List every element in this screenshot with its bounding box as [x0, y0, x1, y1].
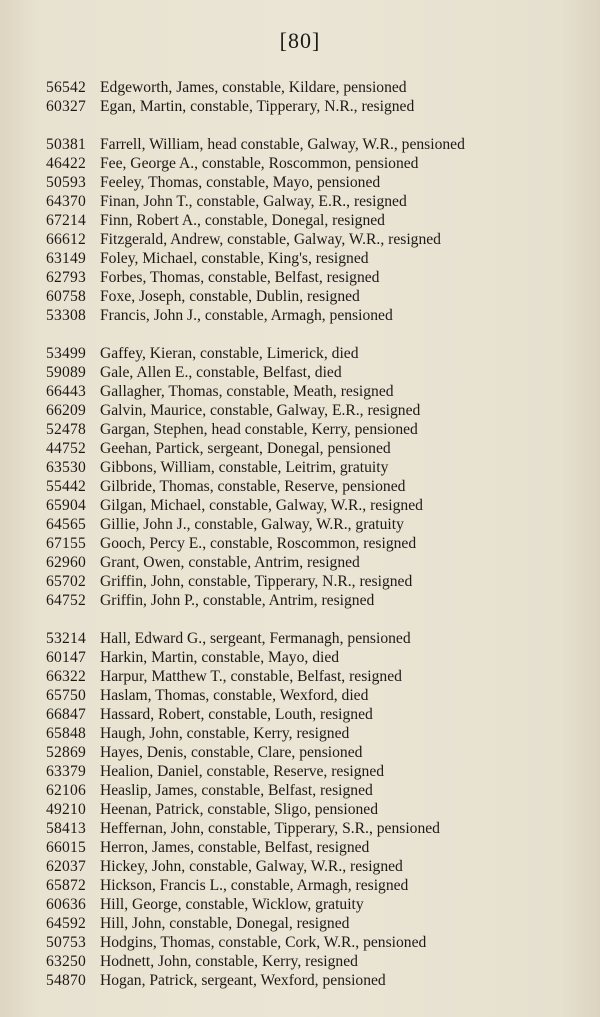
entry-text: Gale, Allen E., constable, Belfast, died	[100, 364, 342, 381]
entry-number: 66443	[46, 383, 86, 400]
entry-text: Farrell, William, head constable, Galway, W.R., pensioned	[100, 136, 465, 153]
entry-text: Edgeworth, James, constable, Kildare, pensioned	[100, 79, 407, 96]
entry-number: 64592	[46, 915, 86, 932]
entry-number: 67155	[46, 535, 86, 552]
entry-number: 52869	[46, 744, 86, 761]
entry-number: 65904	[46, 497, 86, 514]
entry-text: Heffernan, John, constable, Tipperary, S.R., pensioned	[100, 820, 440, 837]
entry-number: 53499	[46, 345, 86, 362]
entry-group	[46, 135, 600, 325]
entry-text: Gallagher, Thomas, constable, Meath, resigned	[100, 383, 394, 400]
entry-number: 66015	[46, 839, 86, 856]
entry-text: Fitzgerald, Andrew, constable, Galway, W.R., resigned	[100, 231, 441, 248]
entry-number: 55442	[46, 478, 86, 495]
entry-row	[46, 686, 600, 705]
entry-row	[46, 363, 600, 382]
entry-number: 62793	[46, 269, 86, 286]
entry-text: Harkin, Martin, constable, Mayo, died	[100, 649, 340, 666]
entry-row	[46, 287, 600, 306]
entry-text: Finan, John T., constable, Galway, E.R., resigned	[100, 193, 407, 210]
entry-row	[46, 249, 600, 268]
entry-number: 65848	[46, 725, 86, 742]
entry-text: Griffin, John, constable, Tipperary, N.R., resigned	[100, 573, 413, 590]
entry-row	[46, 857, 600, 876]
entry-text: Hill, John, constable, Donegal, resigned	[100, 915, 350, 932]
entry-row	[46, 648, 600, 667]
entry-number: 60636	[46, 896, 86, 913]
entry-row	[46, 914, 600, 933]
entry-row	[46, 933, 600, 952]
entry-number: 50381	[46, 136, 86, 153]
entry-text: Finn, Robert A., constable, Donegal, resigned	[100, 212, 385, 229]
entry-number: 60758	[46, 288, 86, 305]
entry-row	[46, 800, 600, 819]
entry-text: Herron, James, constable, Belfast, resigned	[100, 839, 370, 856]
entry-row	[46, 306, 600, 325]
entry-row	[46, 344, 600, 363]
entry-number: 59089	[46, 364, 86, 381]
entry-row	[46, 515, 600, 534]
entry-row	[46, 401, 600, 420]
entry-text: Hickey, John, constable, Galway, W.R., resigned	[100, 858, 403, 875]
entry-number: 65872	[46, 877, 86, 894]
entry-row	[46, 876, 600, 895]
entry-text: Haugh, John, constable, Kerry, resigned	[100, 725, 350, 742]
entry-number: 63149	[46, 250, 86, 267]
entry-text: Foley, Michael, constable, King's, resigned	[100, 250, 369, 267]
entry-text: Gibbons, William, constable, Leitrim, gratuity	[100, 459, 389, 476]
entry-text: Hill, George, constable, Wicklow, gratuity	[100, 896, 364, 913]
entry-number: 66322	[46, 668, 86, 685]
entry-text: Hickson, Francis L., constable, Armagh, resigned	[100, 877, 409, 894]
entry-row	[46, 78, 600, 97]
entry-row	[46, 781, 600, 800]
entry-text: Gaffey, Kieran, constable, Limerick, died	[100, 345, 359, 362]
entry-number: 53308	[46, 307, 86, 324]
entry-row	[46, 629, 600, 648]
entry-number: 54870	[46, 972, 86, 989]
entry-text: Hodnett, John, constable, Kerry, resigned	[100, 953, 358, 970]
entry-number: 64370	[46, 193, 86, 210]
entry-number: 62037	[46, 858, 86, 875]
entry-row	[46, 553, 600, 572]
entry-row	[46, 439, 600, 458]
entry-text: Gilgan, Michael, constable, Galway, W.R., resigned	[100, 497, 423, 514]
entry-number: 46422	[46, 155, 86, 172]
entry-row	[46, 173, 600, 192]
entry-row	[46, 268, 600, 287]
entry-number: 63379	[46, 763, 86, 780]
entry-number: 58413	[46, 820, 86, 837]
entry-number: 65750	[46, 687, 86, 704]
entry-row	[46, 838, 600, 857]
entry-text: Forbes, Thomas, constable, Belfast, resigned	[100, 269, 380, 286]
entry-row	[46, 724, 600, 743]
entry-text: Heenan, Patrick, constable, Sligo, pensioned	[100, 801, 379, 818]
entry-text: Hall, Edward G., sergeant, Fermanagh, pensioned	[100, 630, 411, 647]
entry-text: Heaslip, James, constable, Belfast, resigned	[100, 782, 373, 799]
entry-text: Hodgins, Thomas, constable, Cork, W.R., pensioned	[100, 934, 427, 951]
entry-number: 64752	[46, 592, 86, 609]
entry-text: Gooch, Percy E., constable, Roscommon, resigned	[100, 535, 417, 552]
entry-row	[46, 154, 600, 173]
entry-text: Francis, John J., constable, Armagh, pensioned	[100, 307, 393, 324]
page-number: [80]	[279, 28, 321, 53]
entry-list	[46, 78, 600, 1009]
entry-row	[46, 534, 600, 553]
entry-group	[46, 344, 600, 610]
entry-row	[46, 743, 600, 762]
entry-number: 66612	[46, 231, 86, 248]
entry-number: 66209	[46, 402, 86, 419]
entry-text: Gilbride, Thomas, constable, Reserve, pensioned	[100, 478, 406, 495]
entry-group	[46, 629, 600, 990]
entry-group	[46, 78, 600, 116]
entry-number: 63530	[46, 459, 86, 476]
entry-row	[46, 705, 600, 724]
entry-row	[46, 382, 600, 401]
entry-number: 60327	[46, 98, 86, 115]
entry-row	[46, 477, 600, 496]
entry-row	[46, 762, 600, 781]
entry-text: Grant, Owen, constable, Antrim, resigned	[100, 554, 360, 571]
entry-text: Haslam, Thomas, constable, Wexford, died	[100, 687, 369, 704]
entry-row	[46, 97, 600, 116]
entry-number: 60147	[46, 649, 86, 666]
entry-text: Harpur, Matthew T., constable, Belfast, resigned	[100, 668, 402, 685]
entry-row	[46, 667, 600, 686]
entry-text: Egan, Martin, constable, Tipperary, N.R., resigned	[100, 98, 415, 115]
entry-text: Hassard, Robert, constable, Louth, resigned	[100, 706, 373, 723]
entry-number: 63250	[46, 953, 86, 970]
entry-row	[46, 458, 600, 477]
entry-number: 49210	[46, 801, 86, 818]
entry-row	[46, 952, 600, 971]
entry-row	[46, 572, 600, 591]
entry-text: Geehan, Partick, sergeant, Donegal, pensioned	[100, 440, 391, 457]
entry-number: 56542	[46, 79, 86, 96]
entry-number: 44752	[46, 440, 86, 457]
entry-text: Gillie, John J., constable, Galway, W.R., gratuity	[100, 516, 404, 533]
entry-number: 50593	[46, 174, 86, 191]
entry-text: Feeley, Thomas, constable, Mayo, pensioned	[100, 174, 381, 191]
entry-text: Foxe, Joseph, constable, Dublin, resigned	[100, 288, 360, 305]
entry-number: 65702	[46, 573, 86, 590]
entry-number: 50753	[46, 934, 86, 951]
entry-text: Galvin, Maurice, constable, Galway, E.R., resigned	[100, 402, 421, 419]
entry-text: Gargan, Stephen, head constable, Kerry, pensioned	[100, 421, 418, 438]
entry-text: Hayes, Denis, constable, Clare, pensioned	[100, 744, 363, 761]
entry-number: 67214	[46, 212, 86, 229]
entry-row	[46, 971, 600, 990]
entry-number: 62960	[46, 554, 86, 571]
entry-row	[46, 135, 600, 154]
entry-number: 53214	[46, 630, 86, 647]
entry-text: Hogan, Patrick, sergeant, Wexford, pensioned	[100, 972, 386, 989]
entry-row	[46, 420, 600, 439]
entry-number: 62106	[46, 782, 86, 799]
entry-row	[46, 230, 600, 249]
entry-number: 64565	[46, 516, 86, 533]
entry-row	[46, 496, 600, 515]
entry-number: 52478	[46, 421, 86, 438]
entry-row	[46, 819, 600, 838]
entry-row	[46, 211, 600, 230]
entry-number: 66847	[46, 706, 86, 723]
entry-text: Healion, Daniel, constable, Reserve, resigned	[100, 763, 385, 780]
entry-row	[46, 591, 600, 610]
entry-row	[46, 895, 600, 914]
entry-text: Fee, George A., constable, Roscommon, pensioned	[100, 155, 419, 172]
entry-text: Griffin, John P., constable, Antrim, resigned	[100, 592, 375, 609]
entry-row	[46, 192, 600, 211]
